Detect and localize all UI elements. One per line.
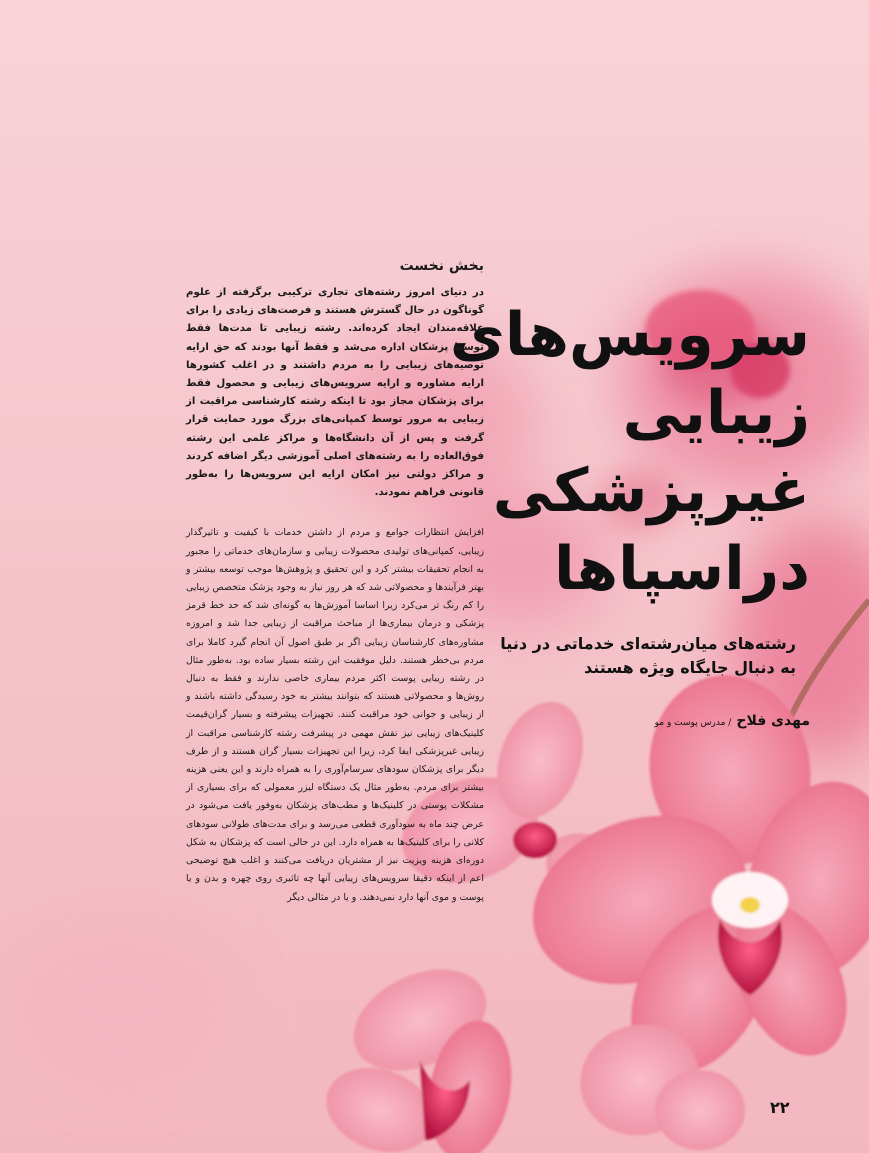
page-number: ۲۲ — [770, 1098, 790, 1117]
title-line-2: زیبایی — [622, 378, 810, 448]
article-column — [186, 258, 484, 907]
title-line-4: دراسپاها — [553, 534, 810, 604]
body-paragraph: افزایش انتظارات جوامع و مردم از داشتن خدمات با کیفیت و تاثیرگذار زیبایی، کمپانی‌های تولیدی محصولات زیبایی و سازمان‌های خدماتی را مجبور به انجام تحقیقات بیشتر کرد و این تحقیق و پژوهش‌ها موجب توسعه بیشتر و بهتر فرآیندها و محصولاتی شد که هر روز نیاز به وجود پزشک متخصص زیبایی را کم رنگ تر می‌کرد زیرا اساسا آموزش‌ها به گونه‌ای شد که حد خط قرمز پزشکی و درمان بیماری‌ها از مباحث مراقبت از زیبایی جدا شد و امروزه مشاوره‌های کارشناسان زیبایی اگر بر طبق اصول آن انجام گیرد کاملا برای مردم بی‌خطر هستند. دلیل موفقیت این رشته بسیار ساده بود. به‌طور مثال در رشته زیبایی پوست اکثر مردم بیماری خاصی ندارند و فقط به دنبال روش‌ها و محصولاتی هستند که بتوانند بیشتر به خود رسیدگی داشته باشند و از زیبایی و جوانی خود مراقبت کنند. تجهیزات پیشرفته و بسیار گران‌قیمت کلینیک‌های زیبایی نیز نقش مهمی در پیشرفت رشته کارشناسی مراقبت از زیبایی غیرپزشکی ایفا کرد، زیرا این تجهیزات بسیار گران هستند و از طرف دیگر برای پزشکان سودهای سرسام‌آوری را به همراه دارند و این یعنی هزینه بیشتر برای مردم. به‌طور مثال یک دستگاه لیزر معمولی که برای بسیاری از مشکلات پوستی در کلینیک‌ها و مطب‌های پزشکان به‌وفور یافت می‌شود در عرض چند ماه به سودآوری قطعی می‌رسد و برای مدت‌های طولانی سودهای کلانی را برای کلینیک‌ها به همراه دارد. این در حالی است که پزشکان به شکل دوره‌ای هزینه ویزیت نیز از مشتریان دریافت می‌کنند و اغلب هیچ توضیحی اعم از اینکه دقیقا سرویس‌های زیبایی آنها چه تاثیری روی چهره و بدن و یا پوست و موی آنها دارد نمی‌دهند. و یا در مثالی دیگر — [186, 527, 484, 903]
author-name: مهدی فلاح — [736, 713, 810, 729]
article-title — [449, 296, 810, 608]
author-byline — [520, 710, 810, 729]
section-label: بخش نخست — [399, 258, 484, 274]
author-role: / مدرس پوست و مو — [654, 718, 732, 728]
article-subtitle — [474, 632, 796, 680]
subtitle-line-1: رشته‌های میان‌رشته‌ای خدماتی در دنیا — [500, 634, 796, 653]
title-line-3: غیرپزشکی — [492, 456, 810, 526]
lead-paragraph: در دنیای امروز رشته‌های تجاری ترکیبی برگرفته از علوم گوناگون در حال گسترش هستند و فرصت‌های زیادی را برای علاقه‌مندان ایجاد کرده‌اند. رشته زیبایی تا مدت‌ها فقط توسط پزشکان اداره می‌شد و فقط آنها بودند که حق ارایه توصیه‌های زیبایی را به مردم داشتند و در اغلب کشورها ارایه مشاوره و ارایه سرویس‌های زیبایی و محصول فقط برای پزشکان مجاز بود تا اینکه رشته کارشناسی مراقبت از زیبایی به مرور توسط کمپانی‌های بزرگ مورد حمایت قرار گرفت و پس از آن دانشگاه‌ها و مراکز علمی این رشته فوق‌العاده را به رشته‌های اصلی آموزشی دیگر اضافه کردند و مراکز دولتی نیز امکان ارایه این سرویس‌ها را به‌طور قانونی فراهم نمودند. — [186, 287, 484, 499]
title-line-1: سرویس‌های — [449, 300, 810, 370]
orchid-flower-bottom — [315, 950, 522, 1153]
subtitle-line-2: به دنبال جایگاه ویژه هستند — [584, 658, 796, 677]
